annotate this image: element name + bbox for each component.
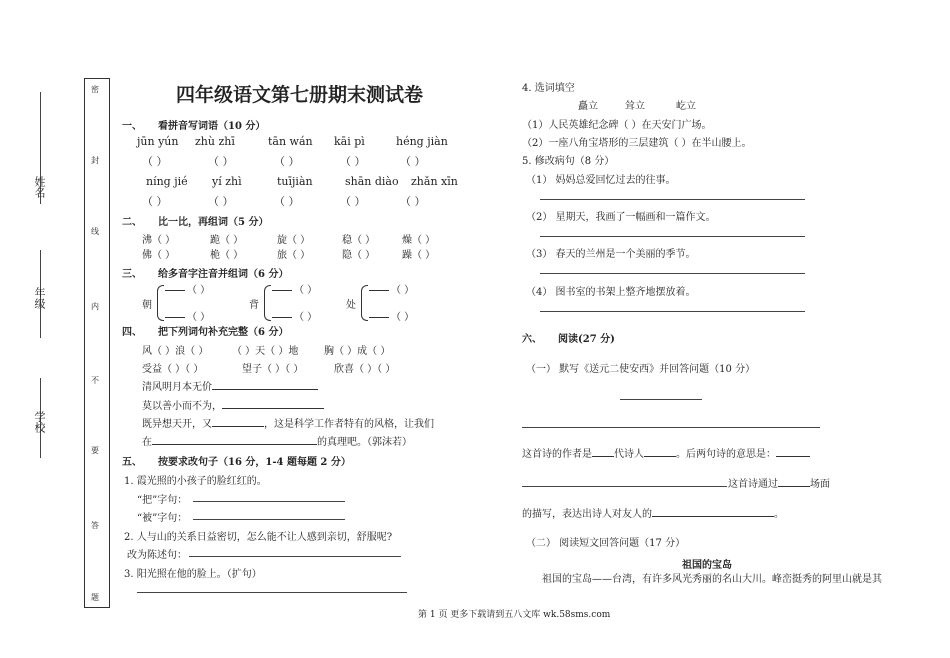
brace	[264, 285, 271, 321]
fill-text: 的真理吧。（郭沫若）	[317, 437, 412, 448]
word-paren[interactable]: （ ）	[187, 285, 211, 296]
poem-title-line[interactable]	[620, 399, 702, 400]
s6-l1	[522, 445, 810, 460]
s5-q1: 1. 霞光照的小孩子的脸红红的。	[124, 476, 267, 487]
fill-text: ，这是科学工作者特有的风格，让我们	[264, 419, 434, 430]
s6-l2	[728, 475, 830, 490]
page-title: 四年级语文第七册期末测试卷	[176, 84, 424, 106]
pinyin: zhù zhī	[195, 135, 235, 148]
r5-q1: （1） 妈妈总爱回忆过去的往事。	[526, 175, 676, 186]
s3-num: 三、	[122, 269, 142, 280]
compare-item[interactable]: 旋（ ）	[277, 235, 311, 246]
brace	[157, 285, 164, 321]
compare-item[interactable]: 佛（ ）	[142, 250, 176, 261]
fill-line-1	[142, 378, 318, 393]
answer-line[interactable]	[189, 556, 401, 557]
poem-line[interactable]	[522, 427, 820, 428]
idiom-item[interactable]: 胸（ ）成（ ）	[324, 346, 391, 357]
s1-title: 看拼音写词语（10 分）	[158, 121, 266, 132]
pinyin-blank[interactable]	[272, 306, 292, 318]
fill-blank[interactable]	[152, 433, 317, 445]
fill-blank[interactable]	[778, 475, 810, 487]
seal-char: 不	[91, 376, 99, 385]
answer-paren[interactable]: （ ）	[208, 195, 234, 208]
fill-text: 莫以善小而不为，	[142, 401, 222, 412]
answer-paren[interactable]: （ ）	[340, 195, 366, 208]
word-paren[interactable]: （ ）	[187, 312, 211, 323]
pinyin-blank[interactable]	[272, 279, 292, 291]
s2-num: 二、	[122, 217, 142, 228]
fill-text: 在	[142, 437, 152, 448]
idiom-item[interactable]: 欣喜（ ）（ ）	[334, 364, 396, 375]
r4-q2[interactable]: （2）一座八角宝塔形的三层建筑（ ）在半山腰上。	[522, 138, 752, 149]
fill-line-3	[142, 415, 434, 430]
fill-line-4	[142, 433, 412, 448]
fill-blank[interactable]	[222, 397, 324, 409]
pinyin: héng jiàn	[396, 135, 448, 148]
answer-line[interactable]	[540, 199, 805, 200]
r5-title: 5. 修改病句（8 分）	[522, 156, 615, 167]
brace	[361, 285, 368, 321]
fill-blank[interactable]	[212, 415, 264, 427]
answer-paren[interactable]: （ ）	[400, 155, 426, 168]
compare-item[interactable]: 稳（ ）	[342, 235, 376, 246]
word-paren[interactable]: （ ）	[391, 285, 415, 296]
fill-blank[interactable]	[592, 445, 614, 457]
compare-item[interactable]: 躁（ ）	[402, 250, 436, 261]
answer-paren[interactable]: （ ）	[274, 155, 300, 168]
seal-char: 要	[91, 446, 99, 455]
answer-line[interactable]	[137, 592, 407, 593]
s5-q3: 3. 阳光照在他的脸上。（扩句）	[124, 569, 262, 580]
r5-q4: （4） 图书室的书架上整齐地摆放着。	[526, 287, 696, 298]
seal-char: 密	[91, 85, 99, 94]
answer-line[interactable]	[522, 486, 727, 487]
pinyin-blank[interactable]	[369, 306, 389, 318]
pinyin: yí zhì	[212, 175, 242, 188]
seal-char: 答	[91, 521, 99, 530]
s5-q2: 2. 人与山的关系日益密切，怎么能不让人感到亲切，舒服呢?	[124, 532, 393, 543]
compare-item[interactable]: 燥（ ）	[402, 235, 436, 246]
s6-title: 阅读(27 分)	[558, 334, 615, 345]
fill-blank[interactable]	[212, 378, 318, 390]
idiom-item[interactable]: 望子（ ）（ ）	[242, 364, 304, 375]
r4-q1[interactable]: （1）人民英雄纪念碑（ ）在天安门广场。	[522, 120, 712, 131]
answer-paren[interactable]: （ ）	[340, 155, 366, 168]
polyphone-char: 背	[249, 300, 259, 311]
fill-text: 这首诗的作者是	[522, 449, 592, 460]
s4-title: 把下列词句补充完整（6 分）	[158, 327, 289, 338]
footer: 第 1 页 更多下载请到五八文库 wk.58sms.com	[418, 610, 611, 620]
compare-item[interactable]: 沸（ ）	[142, 235, 176, 246]
seal-char: 内	[91, 302, 99, 311]
s5-q2a: 改为陈述句：	[127, 550, 187, 561]
polyphone-char: 朝	[142, 300, 152, 311]
polyphone-char: 处	[346, 300, 356, 311]
idiom-item[interactable]: 风（ ）浪（ ）	[142, 346, 209, 357]
seal-char: 题	[91, 593, 99, 602]
answer-line[interactable]	[193, 501, 345, 502]
pinyin: shān diào	[345, 175, 399, 188]
fill-text: 场面	[810, 479, 830, 490]
label: “被”字句：	[137, 513, 188, 524]
r5-q3: （3） 春天的兰州是一个美丽的季节。	[526, 249, 696, 260]
answer-paren[interactable]: （ ）	[274, 195, 300, 208]
answer-paren[interactable]: （ ）	[400, 195, 426, 208]
r4-title: 4. 选词填空	[522, 83, 575, 94]
essay-title: 祖国的宝岛	[682, 560, 732, 571]
school-label: 学校	[33, 411, 46, 433]
word-choice: 屹立	[676, 101, 696, 112]
fill-text: 清风明月本无价	[142, 382, 212, 393]
word-choice: 矗立	[578, 101, 598, 112]
idiom-item[interactable]: （ ）天（ ）地	[232, 346, 299, 357]
s6-l3	[522, 505, 784, 520]
s1-num: 一、	[122, 121, 142, 132]
fill-text: 的描写，表达出诗人对友人的	[522, 509, 652, 520]
essay-text: 祖国的宝岛——台湾，有许多风光秀丽的名山大川。峰峦挺秀的阿里山就是其	[542, 574, 882, 585]
s6-num: 六、	[522, 334, 542, 345]
answer-line[interactable]	[540, 273, 805, 274]
fill-blank[interactable]	[776, 445, 810, 457]
pinyin-blank[interactable]	[369, 279, 389, 291]
pinyin: jūn yún	[137, 135, 179, 148]
pinyin-blank[interactable]	[165, 306, 185, 318]
fill-blank[interactable]	[652, 505, 774, 517]
seal-char: 封	[91, 156, 99, 165]
compare-item[interactable]: 跪（ ）	[210, 235, 244, 246]
s5-title: 按要求改句子（16 分，1-4 题每题 2 分）	[158, 457, 351, 468]
label: “把”字句：	[137, 495, 188, 506]
fill-text: 这首诗通过	[728, 479, 778, 490]
pinyin: tān wán	[268, 135, 313, 148]
fill-text: 既异想天开，又	[142, 419, 212, 430]
s3-title: 给多音字注音并组词（6 分）	[158, 269, 289, 280]
s5-num: 五、	[122, 457, 142, 468]
answer-paren[interactable]: （ ）	[142, 155, 168, 168]
pinyin: níng jié	[146, 175, 188, 188]
name-label: 姓名	[33, 176, 46, 198]
word-paren[interactable]: （ ）	[391, 312, 415, 323]
s6-p2: （二） 阅读短文回答问题（17 分）	[526, 538, 686, 549]
idiom-item[interactable]: 受益（ ）（ ）	[142, 364, 204, 375]
fill-text: 。后两句诗的意思是：	[676, 449, 776, 460]
s5-q1b	[137, 509, 187, 524]
answer-line[interactable]	[540, 236, 805, 237]
compare-item[interactable]: 隐（ ）	[342, 250, 376, 261]
fill-line-2	[142, 397, 324, 412]
answer-line[interactable]	[540, 311, 805, 312]
word-paren[interactable]: （ ）	[294, 312, 318, 323]
compare-item[interactable]: 桅（ ）	[210, 250, 244, 261]
s5-q1a	[137, 491, 187, 506]
pinyin: zhǎn xīn	[411, 175, 458, 188]
fill-text: 代诗人	[614, 449, 644, 460]
grade-label: 年级	[33, 287, 46, 309]
s2-title: 比一比，再组词（5 分）	[158, 217, 269, 228]
s6-p1: （一） 默写《送元二使安西》并回答问题（10 分）	[526, 364, 756, 375]
fill-text: 。	[774, 509, 784, 520]
answer-paren[interactable]: （ ）	[208, 155, 234, 168]
answer-paren[interactable]: （ ）	[142, 195, 168, 208]
answer-line[interactable]	[193, 519, 345, 520]
seal-char: 线	[91, 227, 99, 236]
pinyin: kāi pì	[334, 135, 365, 148]
pinyin-blank[interactable]	[165, 279, 185, 291]
fill-blank[interactable]	[644, 445, 676, 457]
pinyin: tuījiàn	[277, 175, 313, 188]
word-paren[interactable]: （ ）	[294, 285, 318, 296]
word-choice: 耸立	[625, 101, 645, 112]
s4-num: 四、	[122, 327, 142, 338]
r5-q2: （2） 星期天，我画了一幅画和一篇作文。	[526, 212, 716, 223]
compare-item[interactable]: 旅（ ）	[277, 250, 311, 261]
